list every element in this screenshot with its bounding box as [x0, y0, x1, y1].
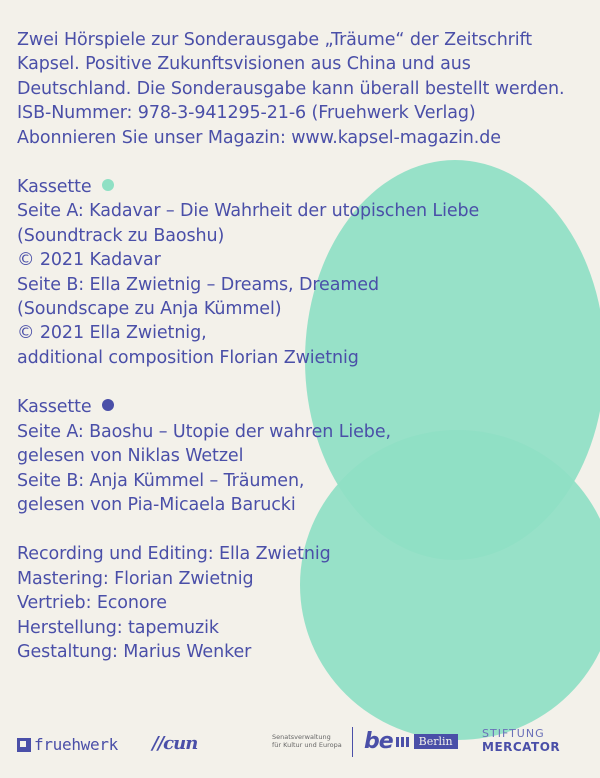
credit-line: Gestaltung: Marius Wenker [17, 641, 252, 662]
fruehwerk-mark-icon [17, 738, 31, 752]
mercator-text: MERCATOR [482, 740, 561, 754]
intro-line: Zwei Hörspiele zur Sonderausgabe „Träume“ der Zeitschrift [17, 30, 533, 50]
kassette-2-label: Kassette [17, 397, 92, 418]
intro-line: Kapsel. Positive Zukunftsvisionen aus China und aus [17, 54, 471, 75]
senatsverwaltung-logo [272, 733, 342, 749]
kassette-1-block [17, 175, 587, 370]
kassette-2-heading [17, 395, 587, 419]
text-content [17, 28, 587, 664]
kassette-2-block [17, 395, 587, 517]
credit-line: Herstellung: tapemuzik [17, 617, 219, 638]
senat-line-2: für Kultur und Europa [272, 741, 342, 749]
credits-block [17, 542, 587, 664]
intro-block [17, 28, 587, 150]
credit-line: Recording und Editing: Ella Zwietnig [17, 544, 331, 565]
be-berlin-logo [364, 729, 458, 754]
credit-line: Mastering: Florian Zwietnig [17, 568, 254, 589]
stiftung-mercator-logo [482, 727, 560, 754]
berlin-logo-text: Berlin [414, 734, 458, 749]
intro-line: Deutschland. Die Sonderausgabe kann überall bestellt werden. [17, 78, 565, 99]
be-logo-text: be [364, 729, 393, 754]
logo-separator [352, 727, 353, 757]
fruehwerk-logo-text: fruehwerk [34, 735, 118, 754]
credit-line: Vertrieb: Econore [17, 593, 167, 614]
intro-line: ISB-Nummer: 978-3-941295-21-6 (Fruehwerk Verlag) [17, 103, 476, 124]
kassette-1-line: additional composition Florian Zwietnig [17, 347, 359, 368]
kassette-2-line: gelesen von Niklas Wetzel [17, 446, 244, 467]
kassette-2-line: gelesen von Pia-Micaela Barucki [17, 494, 296, 515]
kassette-1-line: © 2021 Kadavar [17, 250, 161, 271]
kassette-1-line: (Soundtrack zu Baoshu) [17, 225, 225, 246]
stiftung-text: STIFTUNG [482, 727, 545, 740]
kassette-1-line: Seite A: Kadavar – Die Wahrheit der utopischen Liebe [17, 201, 480, 222]
green-dot-icon [102, 179, 114, 191]
kassette-2-line: Seite B: Anja Kümmel – Träumen, [17, 470, 305, 491]
kapsel-logo: //cun [152, 733, 198, 754]
berlin-bars-icon [396, 737, 411, 747]
logo-bar [0, 725, 600, 765]
kassette-1-line: (Soundscape zu Anja Kümmel) [17, 299, 282, 320]
kassette-1-line: Seite B: Ella Zwietnig – Dreams, Dreamed [17, 274, 379, 295]
fruehwerk-logo [17, 735, 118, 754]
kassette-1-heading [17, 175, 587, 199]
blue-dot-icon [102, 399, 114, 411]
kassette-2-line: Seite A: Baoshu – Utopie der wahren Liebe, [17, 421, 391, 442]
kassette-1-label: Kassette [17, 177, 92, 198]
senat-line-1: Senatsverwaltung [272, 733, 331, 741]
intro-line: Abonnieren Sie unser Magazin: www.kapsel-magazin.de [17, 127, 501, 148]
kassette-1-line: © 2021 Ella Zwietnig, [17, 323, 207, 344]
